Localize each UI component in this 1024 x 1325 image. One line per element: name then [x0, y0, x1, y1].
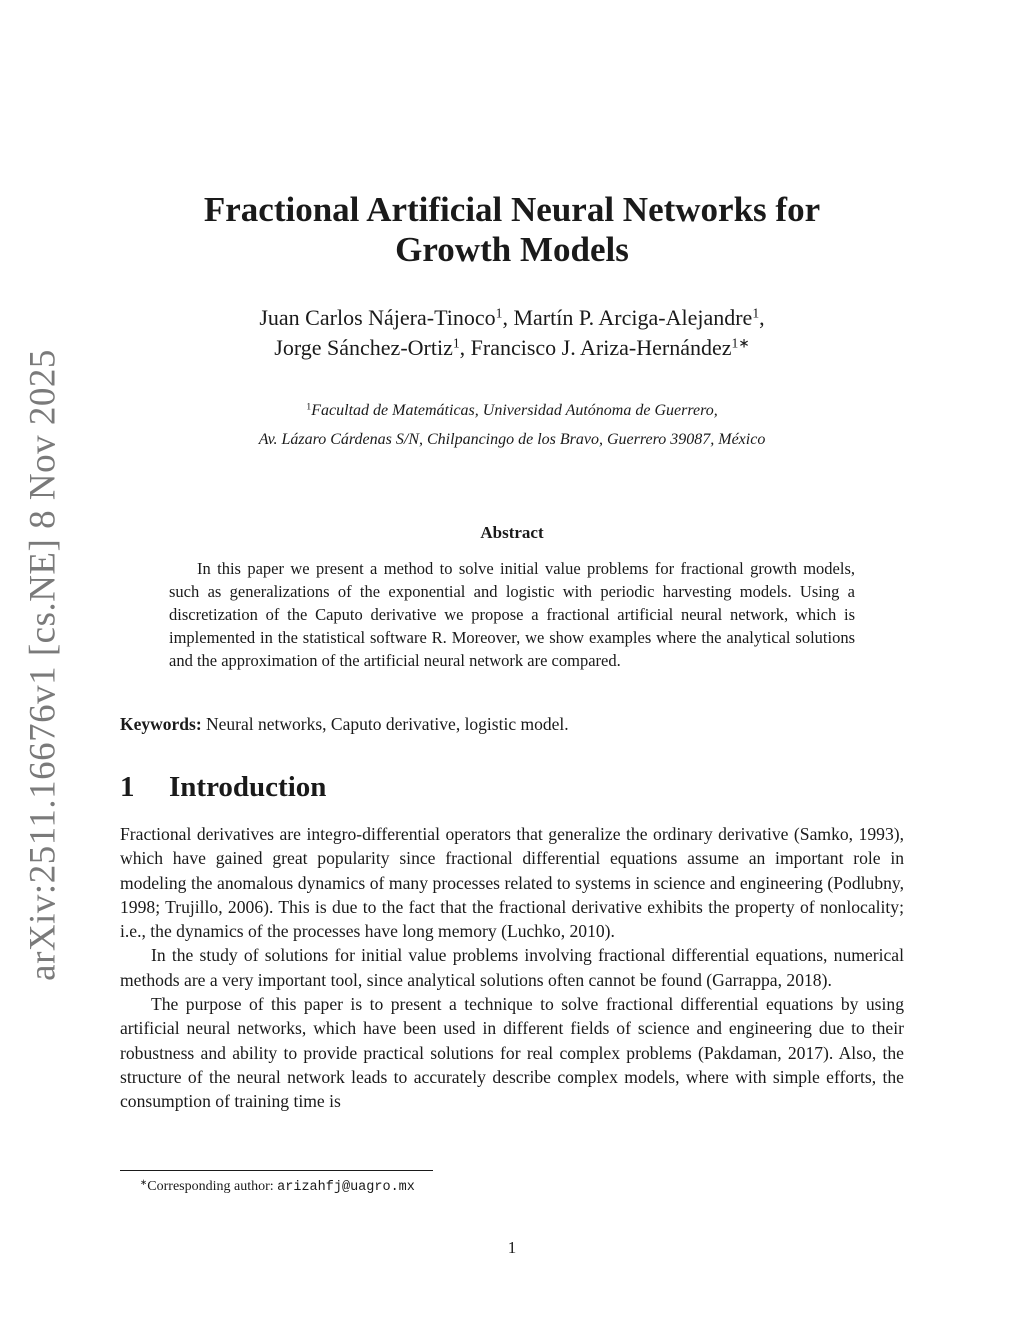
- abstract-text: In this paper we present a method to solve initial value problems for fractional growth models, such as generalizations of the exponential and logistic with periodic harvesting models. Using a discretization of the Caputo derivative we propose a fractional artificial neural network, which is implemented in the statistical software R. Moreover, we show examples where the analytical solutions and the approximation of the artificial neural network are compared.: [169, 559, 855, 670]
- affiliation-mark: 1: [752, 305, 760, 321]
- affiliation-faculty: Facultad de Matemáticas, Universidad Autónoma de Guerrero,: [311, 402, 718, 419]
- introduction-body: [120, 822, 904, 1114]
- arxiv-identifier-stamp[interactable]: arXiv:2511.16676v1 [cs.NE] 8 Nov 2025: [22, 349, 64, 981]
- affiliation-address: Av. Lázaro Cárdenas S/N, Chilpancingo de los Bravo, Guerrero 39087, México: [258, 431, 766, 448]
- keywords: [120, 712, 904, 736]
- paragraph: Fractional derivatives are integro-differential operators that generalize the ordinary derivative (Samko, 1993), which have gained great popularity since fractional differential equations assume an important role in modeling the anomalous dynamics of many processes related to systems in science and engineering (Podlubny, 1998; Trujillo, 2006). This is due to the fact that the fractional derivative exhibits the property of nonlocality; i.e., the dynamics of the processes have long memory (Luchko, 2010).: [120, 824, 904, 942]
- author-line-1: Juan Carlos Nájera-Tinoco$^1$, Martín P. Arciga-Alejandre$^1$,: [259, 305, 765, 330]
- footnote-mark: ∗: [140, 1177, 148, 1188]
- keywords-text: Neural networks, Caputo derivative, logistic model.: [206, 714, 569, 734]
- author-arciga-alejandre: Martín P. Arciga-Alejandre: [513, 305, 753, 330]
- keywords-label: Keywords:: [120, 714, 202, 734]
- paper-title: [120, 190, 904, 270]
- title-line-2: Growth Models: [395, 230, 629, 269]
- author-list: [120, 303, 904, 363]
- abstract-heading: Abstract: [480, 523, 544, 542]
- footnote-divider: [120, 1170, 433, 1171]
- section-number: 1: [120, 771, 135, 803]
- affiliation-mark: 1: [452, 335, 460, 351]
- affiliation: [120, 396, 904, 454]
- affiliation-mark: 1: [495, 305, 503, 321]
- author-sanchez-ortiz: Jorge Sánchez-Ortiz: [274, 335, 453, 360]
- section-heading-introduction: [120, 769, 326, 805]
- footnote-corresponding-author: [140, 1178, 415, 1197]
- affiliation-number: 1: [306, 401, 312, 413]
- author-najera-tinoco: Juan Carlos Nájera-Tinoco: [259, 305, 496, 330]
- affiliation-line-1: [120, 396, 904, 425]
- title-line-1: Fractional Artificial Neural Networks for: [203, 190, 821, 229]
- footnote-label: Corresponding author:: [147, 1179, 274, 1194]
- paragraph: The purpose of this paper is to present a technique to solve fractional differential equations by using artificial neural networks, which have been used in different fields of science and engineering due to their robustness and ability to provide practical solutions for real complex problems (Pakdaman, 2017). Also, the structure of the neural network leads to accurately describe complex models, where with simple efforts, the consumption of training time is: [120, 994, 904, 1112]
- page-number: 1: [507, 1238, 517, 1257]
- affiliation-mark: 1∗: [731, 335, 750, 351]
- author-line-2: Jorge Sánchez-Ortiz$^1$, Francisco J. Ariza-Hernández$^{1∗}$: [274, 335, 750, 360]
- section-title: Introduction: [169, 771, 327, 803]
- author-ariza-hernandez: Francisco J. Ariza-Hernández: [470, 335, 732, 360]
- corresponding-email-link[interactable]: arizahfj@uagro.mx: [277, 1180, 415, 1195]
- paragraph: In the study of solutions for initial value problems involving fractional differential equations, numerical methods are a very important tool, since analytical solutions often cannot be found (Garrappa, 2018).: [120, 945, 904, 990]
